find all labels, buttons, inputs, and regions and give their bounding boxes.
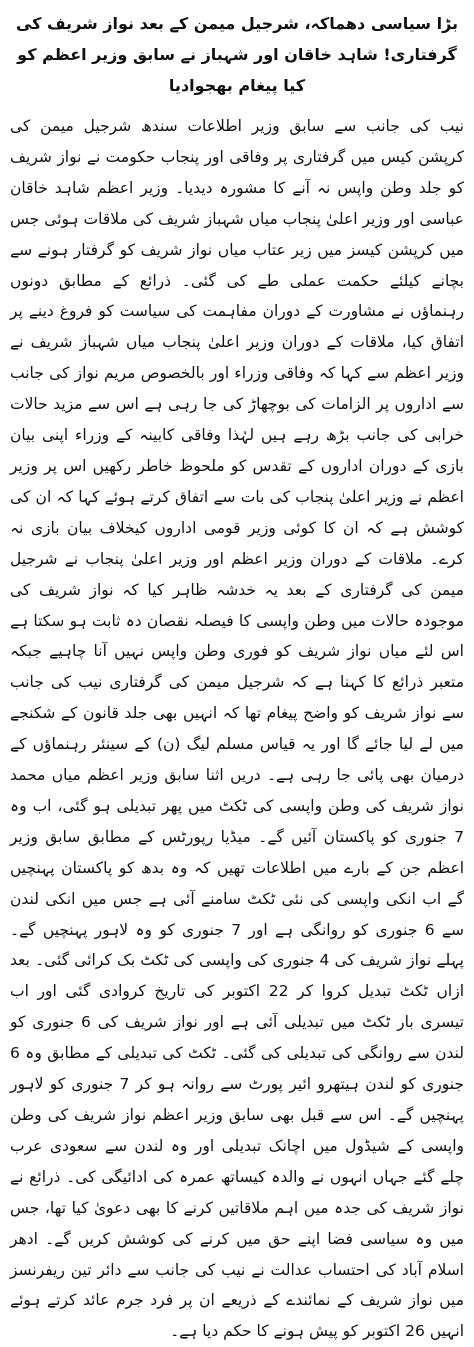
article-body: نیب کی جانب سے سابق وزیر اطلاعات سندھ شرجیل میمن کی کرپشن کیس میں گرفتاری پر وفاقی اور پنجاب حکومت نے نواز شریف کو جلد وطن واپس نہ آنے کا مشورہ دیدیا۔ وزیر اعظم شاہد خاقان عباسی اور وزیر اعلیٰ پنجاب میاں شہباز شریف کی ملاقات ہوئی جس میں کرپشن کیسز میں زیر عتاب میاں نواز شریف کو گرفتار ہونے سے بچانے کیلئے حکمت عملی طے کی گئی۔ ذرائع کے مطابق دونوں رہنماؤں نے مشاورت کے دوران مفاہمت کی سیاست کو فروغ دینے پر اتفاق کیا، ملاقات کے دوران وزیر اعلیٰ پنجاب میاں شہباز شریف نے وزیر اعظم سے کہا کہ وفاقی وزراء اور بالخصوص مریم نواز کی جانب سے اداروں پر الزامات کی بوچھاڑ کی جا رہی ہے اس سے مزید حالات خرابی کی جانب بڑھ رہے ہیں لہٰذا وفاقی کابینہ کے وزراء اپنی بیان بازی کے دوران اداروں کے تقدس کو ملحوظ خاطر رکھیں اس پر وزیر اعظم نے وزیر اعلیٰ پنجاب کی بات سے اتفاق کرتے ہوئے کہا کہ ان کی کوشش ہے کہ ان کا کوئی وزیر قومی اداروں کیخلاف بیان بازی نہ کرے۔ ملاقات کے دوران وزیر اعظم اور وزیر اعلیٰ پنجاب نے شرجیل میمن کی گرفتاری کے بعد یہ خدشہ ظاہر کیا کہ نواز شریف کی موجودہ حالات میں وطن واپسی کا فیصلہ نقصان دہ ثابت ہو سکتا ہے اس لئے میاں نواز شریف کو فوری وطن واپس نہیں آنا چاہیے جبکہ متعبر ذرائع کا کہنا ہے کہ شرجیل میمن کی گرفتاری نیب کی جانب سے نواز شریف کو واضح پیغام تھا کہ انہیں بھی جلد قانون کے شکنجے میں لے لیا جائے گا اور یہ قیاس مسلم لیگ (ن) کے سینئر رہنماؤں کے درمیان بھی پائی جا رہی ہے۔ دریں اثنا سابق وزیر اعظم میاں محمد نواز شریف کی وطن واپسی کی ٹکٹ میں پھر تبدیلی ہو گئی، اب وہ 7 جنوری کو پاکستان آئیں گے۔ میڈیا رپورٹس کے مطابق سابق وزیر اعظم جن کے بارے میں اطلاعات تھیں کہ وہ بدھ کو پاکستان پہنچیں گے اب انکی واپسی کی نئی ٹکٹ سامنے آئی ہے جس میں انکی لندن سے 6 جنوری کو روانگی ہے اور 7 جنوری کو وہ لاہور پہنچیں گے۔ پہلے نواز شریف کی 4 جنوری کی واپسی کی ٹکٹ بک کرائی گئی۔ بعد ازاں ٹکٹ تبدیل کروا کر 22 اکتوبر کی تاریخ کروادی گئی اور اب تیسری بار ٹکٹ میں تبدیلی آئی ہے اور نواز شریف کی 6 جنوری کو لندن سے روانگی کی تبدیلی کی گئی۔ ٹکٹ کی تبدیلی کے مطابق وہ 6 جنوری کو لندن ہیتھرو ائیر پورٹ سے روانہ ہو کر 7 جنوری کو لاہور پہنچیں گے۔ اس سے قبل بھی سابق وزیر اعظم نواز شریف کی وطن واپسی کے شیڈول میں اچانک تبدیلی اور وہ لندن سے سعودی عرب چلے گئے جہاں انہوں نے والدہ کیساتھ عمرہ کی ادائیگی کی۔ ذرائع نے نواز شریف کی جدہ میں اہم ملاقاتیں کرنے کا بھی دعویٰ کیا تھا، جس میں وہ سیاسی فضا اپنے حق میں کرنے کی کوشش کریں گے۔ ادھر اسلام آباد کی احتساب عدالت نے نیب کی جانب سے دائر تین ریفرنسز میں نواز شریف کے نمائندے کے ذریعے ان پر فرد جرم عائد کرتے ہوئے انہیں 26 اکتوبر کو پیش ہونے کا حکم دیا ہے۔ xyxy=(10,117,465,1341)
article-headline: بڑا سیاسی دھماکہ، شرجیل میمن کے بعد نواز شریف کی گرفتاری! شاہد خاقان اور شہباز نے سابق وزیر اعظم کو کیا پیغام بھجوادیا xyxy=(15,14,459,95)
